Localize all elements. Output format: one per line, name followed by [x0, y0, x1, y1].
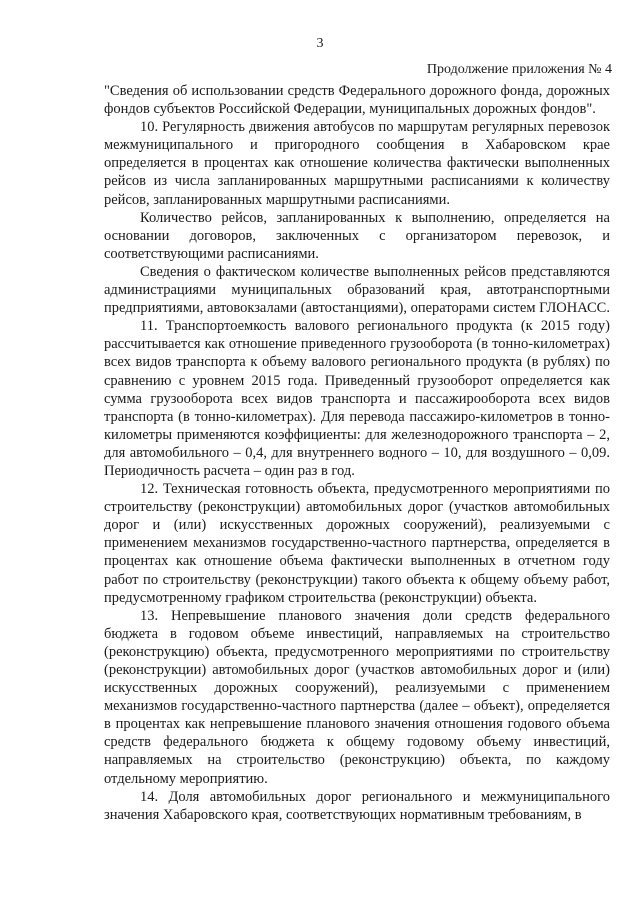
page-number: 3: [316, 36, 324, 51]
paragraph-report-title: "Сведения об использовании средств Федерального дорожного фонда, дорожных фондов субъектов Российской Федерации, муниципальных дорожных фондов".: [104, 83, 610, 118]
document-body: [104, 82, 610, 824]
paragraph-actual-trips: Сведения о фактическом количестве выполненных рейсов представляются администрациями муниципальных образований края, автотранспортными предприятиями, автовокзалами (автостанциями), операторами систем ГЛОНАСС.: [104, 263, 610, 317]
paragraph-item-14: 14. Доля автомобильных дорог регионального и межмуниципального значения Хабаровского края, соответствующих нормативным требованиям, в: [104, 788, 610, 823]
paragraph-item-11: 11. Транспортоемкость валового регионального продукта (к 2015 году) рассчитывается как отношение приведенного грузооборота (в тонно-километрах) всех видов транспорта к объему валового регионального продукта (в рублях) по сравнению с уровнем 2015 года. Приведенный грузооборот определяется как сумма грузооборота всех видов транспорта и пассажирооборота всех видов транспорта (в тонно-километрах). Для перевода пассажиро-километров в тонно-километры применяются коэффициенты: для железнодорожного транспорта – 2, для автомобильного – 0,4, для внутреннего водного – 10, для воздушного – 0,09. Периодичность расчета – один раз в год.: [104, 318, 610, 479]
paragraph-planned-trips: Количество рейсов, запланированных к выполнению, определяется на основании договоров, заключенных с организатором перевозок, и соответствующими расписаниями.: [104, 209, 610, 262]
appendix-continuation-note: Продолжение приложения № 4: [426, 62, 612, 77]
paragraph-item-10: 10. Регулярность движения автобусов по маршрутам регулярных перевозок межмуниципального и пригородного сообщения в Хабаровском крае определяется в процентах как отношение количества фактически выполненных рейсов из числа запланированных маршрутными расписаниями к количеству рейсов, запланированных маршрутными расписаниями.: [104, 119, 610, 208]
paragraph-item-12: 12. Техническая готовность объекта, предусмотренного мероприятиями по строительству (реконструкции) автомобильных дорог (участков автомобильных дорог и (или) искусственных дорожных сооружений), реализуемыми с применением механизмов государственно-частного партнерства, определяется в процентах как отношение объема фактически выполненных в отчетном году работ по строительству (реконструкции) такого объекта к общему объему работ, предусмотренному графиком строительства (реконструкции) объекта.: [104, 481, 610, 606]
paragraph-item-13: 13. Непревышение планового значения доли средств федерального бюджета в годовом объеме инвестиций, направляемых на строительство (реконструкцию) объекта, предусмотренного мероприятиями по строительству (реконструкции) автомобильных дорог (участков автомобильных дорог и (или) искусственных дорожных сооружений), реализуемыми с применением механизмов государственно-частного партнерства (далее – объект), определяется в процентах как непревышение планового значения отношения годового объема средств федерального бюджета к общему годовому объему инвестиций, направляемых на строительство (реконструкцию) объекта, по каждому отдельному мероприятию.: [104, 607, 610, 787]
